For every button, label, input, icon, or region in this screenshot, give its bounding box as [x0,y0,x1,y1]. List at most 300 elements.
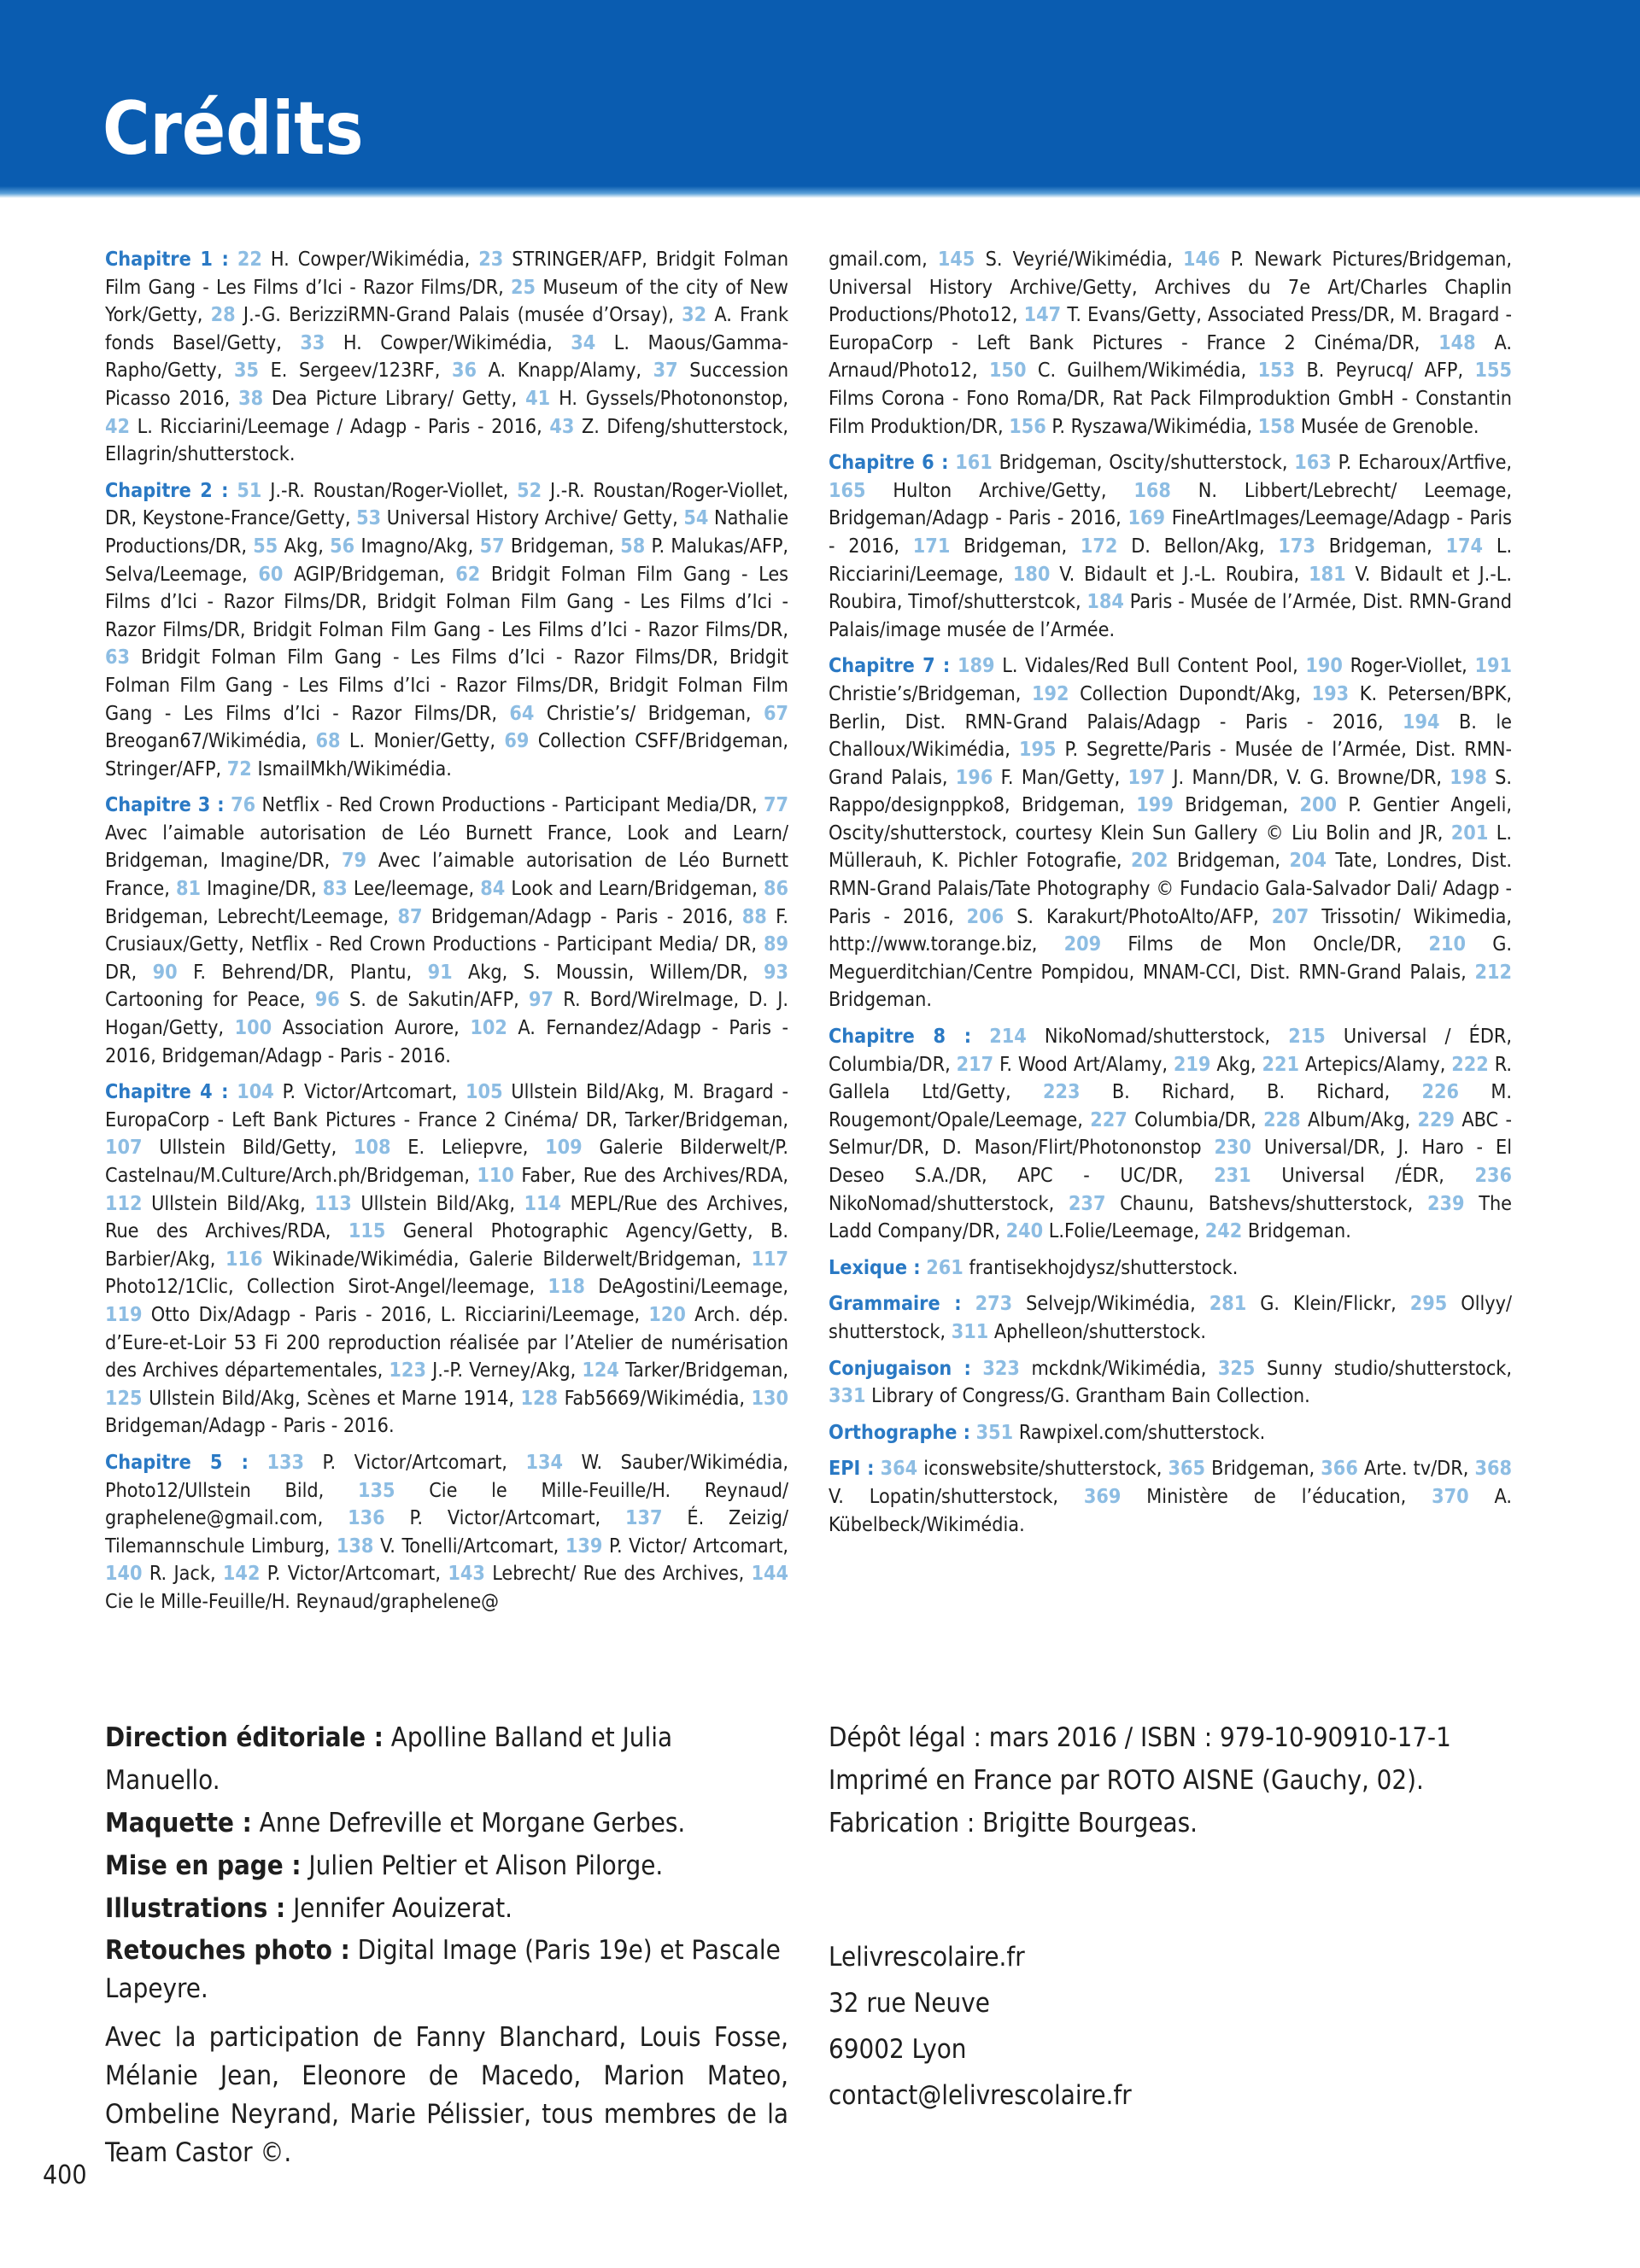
page-ref: 369 [1083,1484,1122,1508]
page-ref: 242 [1204,1219,1243,1243]
page-ref: 125 [105,1386,143,1410]
page-ref: 191 [1474,654,1513,678]
page-ref: 96 [314,988,340,1012]
page-ref: 217 [956,1052,994,1076]
page-ref: 134 [525,1450,563,1474]
page-ref: 32 [682,303,707,327]
credit-text: Arch. dép. d’Eure-et-Loir 53 Fi 200 reproduction réalisée par l’Atelier de numérisation des Archives départementales, [105,1302,789,1382]
section-label: Chapitre 3 : [105,793,225,817]
page-ref: 140 [105,1562,143,1586]
editorial-direction [105,1716,788,1802]
page-ref: 36 [452,359,477,383]
credit-text: Bridgit Folman Film Gang - Les Films d’Ici - Razor Films/DR, Bridgit Folman Film Gang - Les Films d’Ici - Razor Films/DR, Bridgit Folman Film Gang - Les Films d’Ici - Razor Films/DR, [105,562,789,641]
page-ref: 116 [225,1247,263,1271]
credit-text: N. Libbert/Lebrecht/ Leemage, Bridgeman/Adagp - Paris - 2016, [829,478,1513,530]
page-ref: 214 [989,1025,1027,1049]
credit-text: M. Rougemont/Opale/Leemage, [829,1080,1513,1131]
page-ref: 68 [315,729,341,753]
page-ref: 100 [234,1016,272,1040]
page-ref: 28 [210,303,236,327]
page-ref: 197 [1128,765,1166,789]
page-ref: 147 [1023,303,1062,327]
credit-text: S. Karakurt/PhotoAlto/AFP, [1016,904,1259,928]
layout-value: Anne Defreville et Morgane Gerbes. [251,1808,686,1838]
page-ref: 41 [525,386,551,410]
page-ref: 137 [625,1506,663,1530]
credit-text: E. Sergeev/123RF, [270,359,441,383]
section-label: Chapitre 5 : [105,1450,249,1474]
credit-text: E. Leliepvre, [407,1136,529,1160]
page-ref: 81 [175,877,201,901]
page-ref: 190 [1305,654,1343,678]
credit-text: Paris - Musée de l’Armée, Dist. RMN-Grand Palais/image musée de l’Armée. [829,590,1513,641]
editorial-label: Direction éditoriale : [105,1722,384,1753]
page-ref: 148 [1438,330,1476,354]
page-ref: 351 [975,1420,1014,1444]
credit-text: Look and Learn/Bridgeman, [511,877,758,901]
illustrations-label: Illustrations : [105,1893,286,1924]
credit-text: Sunny studio/shutterstock, [1267,1356,1512,1380]
credit-text: Musée de Grenoble. [1300,414,1479,438]
credits-section [829,1455,1512,1539]
credit-text: Fab5669/Wikimédia, [564,1386,745,1410]
page-number: 400 [43,2160,87,2190]
page-ref: 365 [1168,1457,1206,1481]
credit-text: Trissotin/ Wikimedia, http://www.torange.biz, [829,904,1513,956]
credit-text: A. Frank fonds Basel/Getty, [105,303,789,354]
photo-retouch-credit [105,1932,788,2008]
page-ref: 202 [1131,849,1168,873]
credits-section [829,1290,1512,1346]
credit-text: H. Cowper/Wikimédia, [343,330,553,354]
credit-text: Ullstein Bild/Akg, [151,1191,306,1215]
credit-text: frantisekhojdysz/shutterstock. [969,1255,1239,1279]
credit-text: R. Bord/WireImage, D. J. Hogan/Getty, [105,988,789,1040]
credit-text: H. Cowper/Wikimédia, [270,248,471,271]
page-ref: 113 [314,1191,352,1215]
fabrication-credit: Fabrication : Brigitte Bourgeas. [829,1808,1198,1838]
page-ref: 38 [238,386,264,410]
page-ref: 115 [348,1219,386,1243]
credit-text: L. Ricciarini/Leemage / Adagp - Paris - 2016, [137,414,542,438]
editorial-value: Apolline Balland et Julia Manuello. [105,1722,673,1796]
credit-text: ABC - Selmur/DR, D. Mason/Flirt/Photononstop [829,1108,1513,1160]
section-label: Chapitre 4 : [105,1080,229,1104]
credits-section [829,449,1512,644]
credit-text: DeAgostini/Leemage, [598,1275,788,1299]
layout-credit [105,1802,788,1844]
credit-text: Imagine/DR, [207,877,317,901]
page-ref: 161 [955,451,993,475]
page-ref: 144 [751,1562,789,1586]
page-ref: 311 [951,1319,989,1343]
illustrations-value: Jennifer Aouizerat. [285,1893,513,1924]
credit-text: Films de Mon Oncle/DR, [1128,932,1403,956]
page-ref: 207 [1271,904,1309,928]
page-ref: 184 [1086,590,1124,614]
credit-text: B. le Challoux/Wikimédia, [829,710,1513,762]
credit-text: H. Gyssels/Photononstop, [559,386,789,410]
legal-deposit: Dépôt légal : mars 2016 / ISBN : 979-10-90910-17-1 [829,1722,1451,1753]
page-ref: 204 [1289,849,1327,873]
page-ref: 110 [477,1164,514,1187]
credit-text: Arte. tv/DR, [1364,1457,1469,1481]
credit-text: Library of Congress/G. Grantham Bain Collection. [871,1384,1310,1408]
page-ref: 107 [105,1136,143,1160]
page-ref: 231 [1214,1164,1251,1187]
page-ref: 93 [764,960,789,984]
section-label: EPI : [829,1457,875,1481]
credit-text: Wikinade/Wikimédia, Galerie Bilderwelt/Bridgeman, [272,1247,741,1271]
page-ref: 331 [829,1384,866,1408]
credit-text: P. Newark Pictures/Bridgeman, Universal History Archive/Getty, Archives du 7e Art/Charles Chaplin Productions/Photo12, [829,248,1513,327]
page-ref: 130 [751,1386,789,1410]
credit-text: Association Aurore, [282,1016,460,1040]
page-ref: 222 [1451,1052,1489,1076]
credit-text: Collection CSFF/Bridgeman, Stringer/AFP, [105,729,789,780]
printer-info: Imprimé en France par ROTO AISNE (Gauchy, 02). [829,1765,1424,1796]
credit-text: Universal / ÉDR, Columbia/DR, [829,1025,1513,1076]
credit-text: Akg, [284,534,324,558]
page-ref: 34 [571,330,596,354]
credit-text: DR, [105,960,138,984]
credit-text: Faber, Rue des Archives/RDA, [521,1164,789,1187]
page-ref: 226 [1421,1080,1460,1104]
credit-text: Bridgit Folman Film Gang - Les Films d’Ici - Razor Films/DR, Bridgit Folman Film Gang - Les Films d’Ici - Razor Films/DR, Bridgit Folman Film Gang - Les Films d’Ici - Razor Films/DR, [105,646,789,725]
page-ref: 155 [1474,359,1512,383]
page-ref: 200 [1299,793,1338,817]
page-ref: 174 [1445,534,1484,558]
credit-text: Bridgeman, [1328,534,1432,558]
credit-text: S. Rappo/designppko8, Bridgeman, [829,765,1513,817]
page-ref: 84 [480,877,506,901]
page-ref: 53 [356,506,382,530]
page-ref: 22 [237,248,262,271]
credits-column-left [105,246,788,1625]
page-ref: 210 [1428,932,1466,956]
credit-text: NikoNomad/shutterstock, [1044,1025,1271,1049]
credit-text: D. Bellon/Akg, [1131,534,1265,558]
publisher-website: Lelivrescolaire.fr [829,1942,1025,1973]
page-ref: 37 [653,359,678,383]
page-ref: 223 [1042,1080,1081,1104]
publisher-street: 32 rue Neuve [829,1988,990,2019]
credit-text: S. Veyrié/Wikimédia, [985,248,1173,271]
page-ref: 219 [1173,1052,1211,1076]
spacer [829,1844,1529,1934]
page-setting-value: Julien Peltier et Alison Pilorge. [301,1850,664,1881]
page-ref: 128 [520,1386,559,1410]
page-ref: 23 [478,248,504,271]
credit-text: Ullstein Bild/Akg, M. Bragard - EuropaCorp - Left Bank Pictures - France 2 Cinéma/ DR, Tarker/Bridgeman, [105,1080,788,1131]
page-ref: 56 [330,534,355,558]
production-credits [105,1716,788,2172]
credit-text: P. Gentier Angeli, Oscity/shutterstock, courtesy Klein Sun Gallery © Liu Bolin and JR, [829,793,1512,845]
credits-section [105,1449,788,1616]
page-ref: 199 [1136,793,1174,817]
page-setting-credit [105,1844,788,1887]
credits-section [829,652,1512,1014]
credit-text: The Ladd Company/DR, [829,1191,1513,1243]
page-ref: 105 [466,1080,503,1104]
credit-text: Universal /ÉDR, [1281,1164,1444,1187]
credit-text: V. Lopatin/shutterstock, [829,1484,1059,1508]
credit-text: IsmailMkh/Wikimédia. [257,757,452,780]
credit-text: Bridgeman, [1177,849,1280,873]
page-ref: 215 [1288,1025,1326,1049]
page-ref: 201 [1450,821,1489,845]
credit-text: Bridgeman, [964,534,1068,558]
page-ref: 240 [1005,1219,1044,1243]
page-title: Crédits [102,86,364,172]
credit-text: F. Behrend/DR, Plantu, [193,960,413,984]
page-ref: 228 [1263,1108,1301,1131]
credit-text: B. Peyrucq/ AFP, [1306,359,1464,383]
credits-section [105,246,788,469]
page-ref: 229 [1417,1108,1456,1131]
page-ref: 172 [1080,534,1118,558]
publisher-city: 69002 Lyon [829,2034,967,2065]
credit-text: P. Echaroux/Artfive, [1338,451,1513,475]
page-ref: 67 [763,701,788,725]
section-label: Orthographe : [829,1420,971,1444]
page-ref: 364 [880,1457,918,1481]
credit-text: Breogan67/Wikimédia, [105,729,308,753]
page-ref: 163 [1294,451,1332,475]
page-ref: 173 [1278,534,1315,558]
credit-text: Otto Dix/Adagp - Paris - 2016, L. Ricciarini/Leemage, [150,1302,641,1326]
credit-text: J.-R. Roustan/Roger-Viollet, DR, Keystone-France/Getty, [105,478,789,530]
credits-section [829,1419,1512,1447]
page-ref: 58 [620,534,646,558]
credit-text: Christie’s/Bridgeman, [829,681,1022,705]
page-ref: 146 [1183,248,1221,271]
credit-text: Netflix - Red Crown Productions - Participant Media/DR, [261,793,758,817]
credit-text: Tate, Londres, Dist. RMN-Grand Palais/Tate Photography © Fundacio Gala-Salvador Dali/ Adagp - Paris - 2016, [829,849,1513,928]
credit-text: NikoNomad/shutterstock, [829,1191,1055,1215]
credit-text: Bridgeman/Adagp - Paris - 2016. [105,1414,395,1438]
page-ref: 55 [253,534,278,558]
page-ref: 139 [565,1534,603,1558]
credit-text: Universal History Archive/ Getty, [386,506,678,530]
participation-text: Avec la participation de Fanny Blanchard, Louis Fosse, Mélanie Jean, Eleonore de Macedo, Marion Mateo, Ombeline Neyrand, Marie Pélissier, tous membres de la Team Castor ©. [105,2022,788,2168]
credit-text: V. Bidault et J.-L. Roubira, [1059,562,1300,586]
credit-text: G. Klein/Flickr, [1260,1292,1397,1316]
credit-text: Bridgeman, [1211,1457,1315,1481]
credit-text: A. Knapp/Alamy, [488,359,642,383]
page-ref: 209 [1063,932,1102,956]
credit-text: F. Wood Art/Alamy, [999,1052,1168,1076]
credit-text: Ullstein Bild/Akg, [360,1191,516,1215]
credit-text: P. Victor/Artcomart, [266,1562,441,1586]
layout-label: Maquette : [105,1808,252,1838]
page-ref: 239 [1426,1191,1465,1215]
section-label: Chapitre 8 : [829,1025,972,1049]
page-ref: 196 [955,765,993,789]
page-ref: 168 [1133,478,1171,502]
page-ref: 123 [389,1359,426,1382]
credit-text: Roger-Viollet, [1350,654,1467,678]
credit-text: L. Maous/Gamma-Rapho/Getty, [105,330,789,383]
credit-text: Dea Picture Library/ Getty, [272,386,518,410]
page-ref: 156 [1009,414,1046,438]
page-ref: 143 [448,1562,485,1586]
credit-text: Cartooning for Peace, [105,988,306,1012]
page-ref: 35 [233,359,259,383]
page-ref: 136 [348,1506,385,1530]
credit-text: Album/Akg, [1308,1108,1411,1131]
credits-section [829,1355,1512,1411]
page-ref: 212 [1474,960,1513,984]
credit-text: G. Meguerditchian/Centre Pompidou, MNAM-CCI, Dist. RMN-Grand Palais, [829,932,1512,984]
credit-text: K. Petersen/BPK, Berlin, Dist. RMN-Grand Palais/Adagp - Paris - 2016, [829,681,1512,734]
photo-retouch-value: Digital Image (Paris 19e) et Pascale Lapeyre. [105,1935,781,2004]
credit-text: Ullstein Bild/Getty, [159,1136,337,1160]
credit-text: Ollyy/ shutterstock, [829,1292,1513,1343]
page-ref: 368 [1474,1457,1513,1481]
page-ref: 72 [226,757,252,780]
credit-text: Columbia/DR, [1134,1108,1256,1131]
page-ref: 63 [105,646,131,669]
credit-text: F. Crusiaux/Getty, Netflix - Red Crown Productions - Participant Media/ DR, [105,904,789,956]
page-ref: 158 [1257,414,1296,438]
credits-column-right [829,246,1512,1547]
page-ref: 180 [1012,562,1051,586]
page-ref: 206 [966,904,1004,928]
page-ref: 51 [237,478,262,502]
credit-text: P. Victor/Artcomart, [282,1080,458,1104]
credit-text: R. Jack, [149,1562,216,1586]
credit-text: Lee/leemage, [353,877,475,901]
illustrations-credit [105,1887,788,1930]
page-ref: 236 [1474,1164,1513,1187]
page-ref: 227 [1090,1108,1128,1131]
credit-text: S. de Sakutin/AFP, [349,988,519,1012]
credit-text: Films Corona - Fono Roma/DR, Rat Pack Filmproduktion GmbH - Constantin Film Produktion/DR, [829,386,1512,438]
page-ref: 104 [237,1080,274,1104]
credit-text: P. Victor/Artcomart, [322,1450,507,1474]
credit-text: STRINGER/AFP, Bridgit Folman Film Gang - Les Films d’Ici - Razor Films/DR, [105,248,789,299]
credit-text: P. Victor/ Artcomart, [608,1534,789,1558]
page-ref: 60 [258,562,284,586]
credit-text: Imagno/Akg, [360,534,474,558]
page-ref: 370 [1432,1484,1469,1508]
page-ref: 145 [937,248,975,271]
page-ref: 198 [1450,765,1487,789]
credits-section [105,792,788,1070]
page-ref: 86 [763,877,789,901]
credit-text: C. Guilhem/Wikimédia, [1037,359,1247,383]
credit-text: Bridgeman/Adagp - Paris - 2016, [430,904,734,928]
page-ref: 118 [548,1275,585,1299]
page-ref: 89 [763,932,788,956]
page-ref: 193 [1311,681,1350,705]
credit-text: Galerie Bilderwelt/P. Castelnau/M.Culture/Arch.ph/Bridgeman, [105,1136,789,1187]
credit-text: Nathalie Productions/DR, [105,506,789,558]
page-ref: 366 [1321,1457,1358,1481]
credit-text: gmail.com, [829,248,928,271]
page-ref: 108 [354,1136,391,1160]
section-label: Grammaire : [829,1292,962,1316]
page-ref: 230 [1214,1136,1252,1160]
credit-text: L. Vidales/Red Bull Content Pool, [1002,654,1298,678]
credit-text: MEPL/Rue des Archives, Rue des Archives/RDA, [105,1191,788,1243]
publication-info [829,1716,1529,2119]
credit-text: T. Evans/Getty, Associated Press/DR, M. Bragard - EuropaCorp - Left Bank Pictures - France 2 Cinéma/DR, [829,303,1513,354]
photo-retouch-label: Retouches photo : [105,1935,350,1966]
page-ref: 325 [1217,1356,1256,1380]
credit-text: iconswebsite/shutterstock, [923,1457,1163,1481]
credit-text: Avec l’aimable autorisation de Léo Burnett France, Look and Learn/ Bridgeman, Imagine/DR, [105,821,788,873]
credit-text: Avec l’aimable autorisation de Léo Burnett France, [105,849,788,901]
credit-text: V. Tonelli/Artcomart, [380,1534,559,1558]
page-ref: 76 [231,793,256,817]
credit-text: Selvejp/Wikimédia, [1026,1292,1196,1316]
credit-text: Tarker/Bridgeman, [625,1359,789,1382]
credit-text: Christie’s/ Bridgeman, [546,701,752,725]
credit-text: J.-P. Verney/Akg, [432,1359,577,1382]
page-ref: 194 [1403,710,1440,734]
section-label: Lexique : [829,1255,921,1279]
credit-text: FineArtImages/Leemage/Adagp - Paris - 2016, [829,506,1513,558]
credit-text: É. Zeizig/ Tilemannschule Limburg, [105,1506,788,1558]
credit-text: Bridgeman. [829,988,932,1012]
page-ref: 102 [470,1016,507,1040]
publisher-email: contact@lelivrescolaire.fr [829,2080,1132,2111]
page-ref: 33 [300,330,325,354]
credit-text: Succession Picasso 2016, [105,359,789,410]
credit-text: L. Monier/Getty, [348,729,495,753]
credit-text: J.-G. BerizziRMN-Grand Palais (musée d’Orsay), [243,303,674,327]
page-ref: 169 [1128,506,1165,530]
credit-text: J. Mann/DR, V. G. Browne/DR, [1173,765,1442,789]
page-ref: 153 [1257,359,1296,383]
credit-text: L. Müllerauh, K. Pichler Fotografie, [829,821,1513,873]
credit-text: Z. Difeng/shutterstock, Ellagrin/shutterstock. [105,414,789,466]
credit-text: Bridgeman. [1247,1219,1351,1243]
section-label: Chapitre 1 : [105,248,229,271]
credit-text: Museum of the city of New York/Getty, [105,275,788,327]
credit-text: Akg, [1216,1052,1256,1076]
page-ref: 91 [427,960,453,984]
page-ref: 273 [975,1292,1013,1316]
credit-text: Bridgeman, [1185,793,1289,817]
credit-text: P. Segrette/Paris - Musée de l’Armée, Dist. RMN-Grand Palais, [829,738,1513,789]
credit-text: A. Fernandez/Adagp - Paris - 2016, Bridgeman/Adagp - Paris - 2016. [105,1016,789,1067]
credit-text: General Photographic Agency/Getty, B. Barbier/Akg, [105,1219,789,1271]
page-ref: 97 [529,988,554,1012]
page-ref: 112 [105,1191,143,1215]
page-ref: 43 [549,414,575,438]
credit-text: Aphelleon/shutterstock. [993,1319,1206,1343]
credit-text: L. Ricciarini/Leemage, [829,534,1513,586]
credit-text: Rawpixel.com/shutterstock. [1018,1420,1266,1444]
page-ref: 195 [1018,738,1057,762]
page-ref: 142 [222,1562,261,1586]
page-ref: 114 [524,1191,562,1215]
page-ref: 281 [1209,1292,1247,1316]
page-setting-label: Mise en page : [105,1850,302,1881]
page-ref: 261 [926,1255,964,1279]
credit-text: A. Kübelbeck/Wikimédia. [829,1484,1513,1536]
credit-text: AGIP/Bridgeman, [293,562,445,586]
page-ref: 57 [479,534,505,558]
credit-text: J.-R. Roustan/Roger-Viollet, [270,478,509,502]
page-ref: 138 [336,1534,374,1558]
page-ref: 52 [517,478,542,502]
credit-text: Cie le Mille-Feuille/H. Reynaud/ graphelene@gmail.com, [105,1478,788,1530]
page-ref: 120 [648,1302,686,1326]
